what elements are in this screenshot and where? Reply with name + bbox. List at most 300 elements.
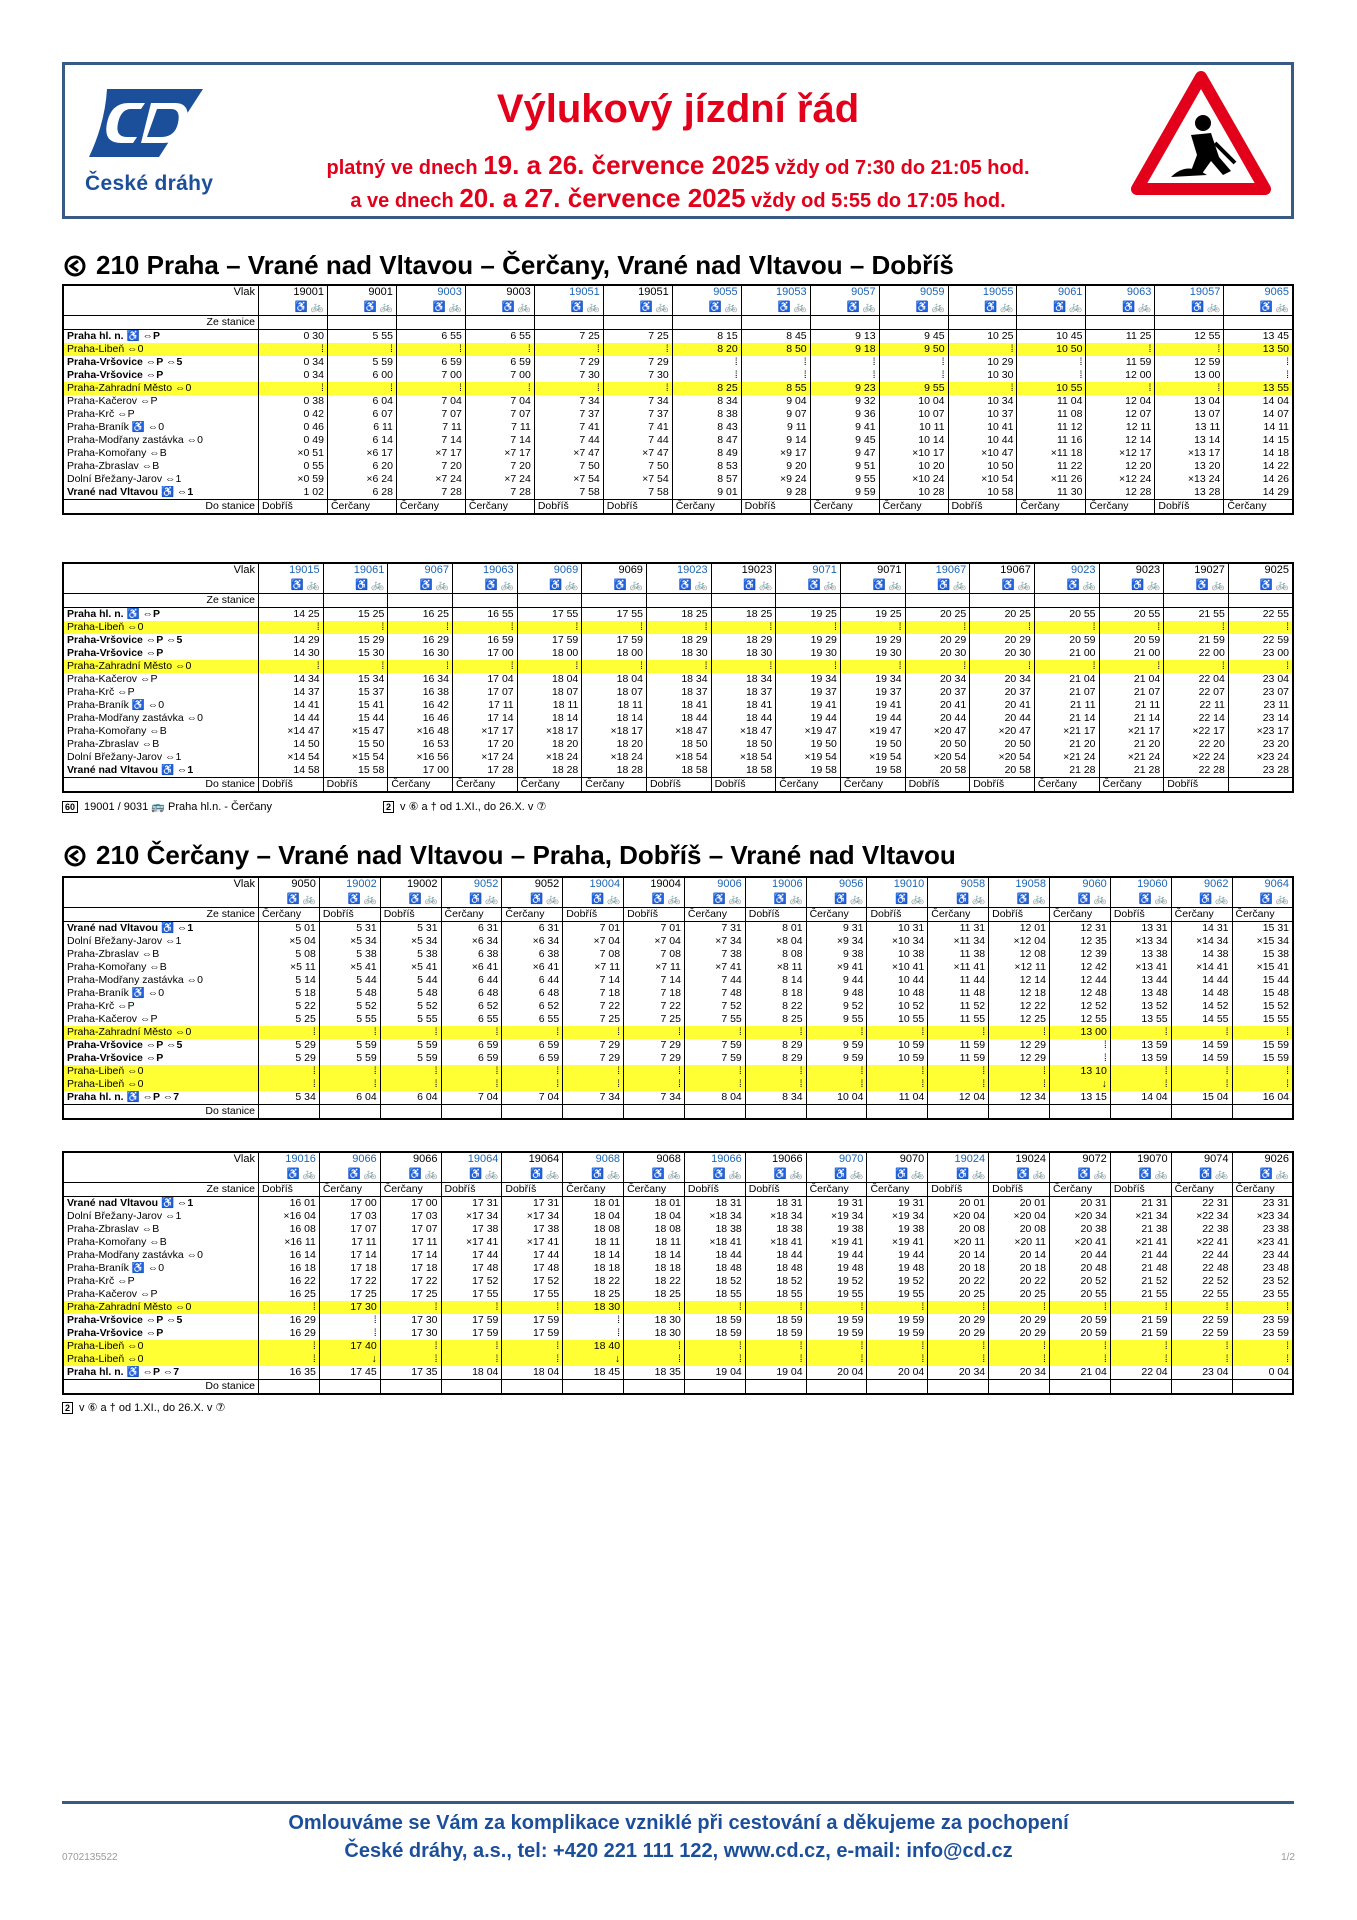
- table-row: [63, 356, 1293, 369]
- departure-time: ⁞: [840, 621, 905, 634]
- departure-time: 20 25: [905, 608, 970, 622]
- departure-time: 13 55: [1110, 1013, 1171, 1026]
- departure-time: ⁞: [1034, 621, 1099, 634]
- departure-time: 7 04: [441, 1091, 502, 1105]
- departure-time: ⁞: [684, 1026, 745, 1039]
- from-station: [517, 594, 582, 608]
- departure-time: ⁞: [810, 356, 879, 369]
- departure-time: ⁞: [745, 1353, 806, 1366]
- departure-time: ⁞: [879, 356, 948, 369]
- departure-time: 15 31: [1232, 922, 1293, 936]
- departure-time: 11 59: [1086, 356, 1155, 369]
- station-name: Praha-Libeň ⇔0: [63, 1353, 259, 1366]
- train-number: 19023: [711, 563, 776, 577]
- train-number: 9056: [806, 877, 867, 891]
- departure-time: 22 48: [1171, 1262, 1232, 1275]
- from-station: [1017, 316, 1086, 330]
- table-row: [63, 473, 1293, 486]
- to-station: [989, 1105, 1050, 1120]
- departure-time: 19 41: [776, 699, 841, 712]
- departure-time: 16 30: [388, 647, 453, 660]
- departure-time: 18 11: [582, 699, 647, 712]
- to-station: Dobříš: [603, 500, 672, 515]
- departure-time: 9 14: [741, 434, 810, 447]
- departure-time: 21 20: [1034, 738, 1099, 751]
- departure-time: 12 11: [1086, 421, 1155, 434]
- departure-time: 19 31: [867, 1197, 928, 1211]
- departure-time: 10 20: [879, 460, 948, 473]
- accessibility-bike-icon: ♿ 🚲: [319, 1166, 380, 1183]
- departure-time: 23 48: [1232, 1262, 1293, 1275]
- departure-time: ⁞: [672, 356, 741, 369]
- table-row: [63, 764, 1293, 778]
- departure-time: 17 59: [502, 1314, 563, 1327]
- station-name: Praha-Vršovice ⇔P: [67, 369, 164, 381]
- note-bus: 60 19001 / 9031 🚌 Praha hl.n. - Čerčany: [62, 800, 272, 813]
- accessibility-bike-icon: ♿ 🚲: [970, 577, 1035, 594]
- departure-time: 5 52: [319, 1000, 380, 1013]
- to-station: [989, 1380, 1050, 1395]
- table-row: [63, 1078, 1293, 1091]
- departure-time: ⁞: [810, 369, 879, 382]
- departure-time: ⁞: [806, 1301, 867, 1314]
- accessibility-bike-icon: ♿ 🚲: [624, 1166, 685, 1183]
- departure-time: 20 29: [928, 1327, 989, 1340]
- table-row: [63, 1262, 1293, 1275]
- departure-time: 7 20: [465, 460, 534, 473]
- departure-time: 18 44: [745, 1249, 806, 1262]
- departure-time: 18 14: [624, 1249, 685, 1262]
- departure-time: 20 25: [970, 608, 1035, 622]
- departure-time: 9 32: [810, 395, 879, 408]
- departure-time: 9 51: [810, 460, 879, 473]
- departure-time: 17 52: [502, 1275, 563, 1288]
- departure-time: 20 34: [928, 1366, 989, 1380]
- departure-time: 18 34: [646, 673, 711, 686]
- station-name: Praha-Kačerov ⇔P: [67, 1013, 158, 1025]
- departure-time: 18 30: [624, 1327, 685, 1340]
- table-row: [63, 1000, 1293, 1013]
- departure-time: 16 55: [452, 608, 517, 622]
- departure-time: 23 00: [1228, 647, 1293, 660]
- accessibility-bike-icon: ♿ 🚲: [684, 891, 745, 908]
- departure-time: ⁞: [776, 621, 841, 634]
- departure-time: ×7 24: [396, 473, 465, 486]
- departure-time: 6 59: [441, 1052, 502, 1065]
- departure-time: ⁞: [948, 382, 1017, 395]
- departure-time: ×12 04: [989, 935, 1050, 948]
- departure-time: ⁞: [624, 1340, 685, 1353]
- departure-time: 9 01: [672, 486, 741, 500]
- from-station: Dobříš: [1110, 908, 1171, 922]
- departure-time: 17 48: [502, 1262, 563, 1275]
- departure-time: ×18 41: [745, 1236, 806, 1249]
- departure-time: 21 11: [1034, 699, 1099, 712]
- departure-time: 17 59: [582, 634, 647, 647]
- train-number: 19061: [323, 563, 388, 577]
- departure-time: 7 58: [603, 486, 672, 500]
- departure-time: 18 52: [745, 1275, 806, 1288]
- departure-time: 20 31: [1049, 1197, 1110, 1211]
- departure-time: 18 52: [684, 1275, 745, 1288]
- departure-time: 7 07: [465, 408, 534, 421]
- departure-time: 8 04: [684, 1091, 745, 1105]
- departure-time: ×18 17: [517, 725, 582, 738]
- departure-time: ⁞: [534, 343, 603, 356]
- departure-time: 17 11: [319, 1236, 380, 1249]
- departure-time: 20 34: [970, 673, 1035, 686]
- to-station: Dobříš: [741, 500, 810, 515]
- station-name: Dolní Břežany-Jarov ⇔1: [67, 935, 182, 947]
- train-number: 19016: [259, 1152, 320, 1166]
- departure-time: ×17 17: [452, 725, 517, 738]
- departure-time: ×21 24: [1099, 751, 1164, 764]
- departure-time: ⁞: [259, 382, 328, 395]
- to-station: Dobříš: [948, 500, 1017, 515]
- station-name: Vrané nad Vltavou ♿ ⇔1: [67, 764, 194, 776]
- departure-time: ⁞: [806, 1078, 867, 1091]
- departure-time: 17 30: [380, 1314, 441, 1327]
- from-station: [711, 594, 776, 608]
- from-station: Čerčany: [1049, 908, 1110, 922]
- departure-time: ×18 24: [517, 751, 582, 764]
- departure-time: ⁞: [989, 1301, 1050, 1314]
- departure-time: ⁞: [684, 1065, 745, 1078]
- accessibility-bike-icon: ♿ 🚲: [259, 299, 328, 316]
- departure-time: 20 59: [1099, 634, 1164, 647]
- departure-time: ×18 54: [711, 751, 776, 764]
- departure-time: ×10 47: [948, 447, 1017, 460]
- station-name: Praha-Libeň ⇔0: [63, 1065, 259, 1078]
- from-station: Čerčany: [1049, 1183, 1110, 1197]
- departure-time: 13 59: [1110, 1039, 1171, 1052]
- departure-time: ⁞: [879, 369, 948, 382]
- departure-time: 20 58: [970, 764, 1035, 778]
- departure-time: 14 18: [1224, 447, 1293, 460]
- departure-time: 17 22: [380, 1275, 441, 1288]
- departure-time: ⁞: [970, 621, 1035, 634]
- accessibility-bike-icon: ♿ 🚲: [989, 1166, 1050, 1183]
- table-row: [63, 1091, 1293, 1105]
- departure-time: 14 44: [259, 712, 324, 725]
- station-name: Dolní Břežany-Jarov ⇔1: [67, 751, 182, 763]
- table-row: [63, 699, 1293, 712]
- departure-time: ×18 41: [684, 1236, 745, 1249]
- to-station: [319, 1105, 380, 1120]
- departure-time: ⁞: [1232, 1026, 1293, 1039]
- departure-time: 13 14: [1155, 434, 1224, 447]
- departure-time: ⁞: [1099, 621, 1164, 634]
- footer-divider: [62, 1801, 1294, 1804]
- to-station: [1228, 778, 1293, 793]
- departure-time: ×20 47: [970, 725, 1035, 738]
- departure-time: ×22 17: [1164, 725, 1229, 738]
- from-station: [396, 316, 465, 330]
- departure-time: 16 01: [259, 1197, 320, 1211]
- departure-time: 15 44: [1232, 974, 1293, 987]
- departure-time: 7 38: [684, 948, 745, 961]
- departure-time: ×21 24: [1034, 751, 1099, 764]
- table-row: [63, 1210, 1293, 1223]
- departure-time: 12 55: [1049, 1013, 1110, 1026]
- train-number: 9001: [327, 285, 396, 299]
- departure-time: ×10 54: [948, 473, 1017, 486]
- station-name: Dolní Břežany-Jarov ⇔1: [67, 473, 182, 485]
- departure-time: ⁞: [1155, 382, 1224, 395]
- accessibility-bike-icon: ♿ 🚲: [1086, 299, 1155, 316]
- from-station: [970, 594, 1035, 608]
- departure-time: 7 25: [624, 1013, 685, 1026]
- departure-time: 12 28: [1086, 486, 1155, 500]
- departure-time: ⁞: [867, 1301, 928, 1314]
- departure-time: 10 59: [867, 1039, 928, 1052]
- departure-time: 17 28: [452, 764, 517, 778]
- departure-time: ⁞: [323, 660, 388, 673]
- departure-time: 20 01: [928, 1197, 989, 1211]
- departure-time: 12 29: [989, 1052, 1050, 1065]
- departure-time: ⁞: [388, 660, 453, 673]
- departure-time: ×6 34: [441, 935, 502, 948]
- departure-time: 20 30: [905, 647, 970, 660]
- departure-time: ×19 47: [840, 725, 905, 738]
- departure-time: ×9 41: [806, 961, 867, 974]
- departure-time: 20 55: [1099, 608, 1164, 622]
- from-station: [646, 594, 711, 608]
- train-number: 19064: [441, 1152, 502, 1166]
- departure-time: ⁞: [989, 1065, 1050, 1078]
- from-station: [741, 316, 810, 330]
- label-from: Ze stanice: [63, 908, 259, 922]
- departure-time: 10 50: [948, 460, 1017, 473]
- departure-time: 11 52: [928, 1000, 989, 1013]
- departure-time: 17 38: [502, 1223, 563, 1236]
- departure-time: ×21 17: [1099, 725, 1164, 738]
- departure-time: 10 44: [948, 434, 1017, 447]
- departure-time: ×15 41: [1232, 961, 1293, 974]
- departure-time: ⁞: [646, 660, 711, 673]
- train-number: 9052: [502, 877, 563, 891]
- label-to: Do stanice: [63, 778, 259, 793]
- departure-time: ×19 47: [776, 725, 841, 738]
- departure-time: 10 38: [867, 948, 928, 961]
- departure-time: 7 14: [624, 974, 685, 987]
- station-name: Dolní Břežany-Jarov ⇔1: [67, 1210, 182, 1222]
- departure-time: 17 14: [452, 712, 517, 725]
- accessibility-bike-icon: ♿ 🚲: [806, 891, 867, 908]
- departure-time: 21 28: [1034, 764, 1099, 778]
- departure-time: 7 30: [603, 369, 672, 382]
- from-station: Dobříš: [745, 908, 806, 922]
- departure-time: ×16 56: [388, 751, 453, 764]
- icons-label: [63, 1166, 259, 1183]
- departure-time: 6 52: [502, 1000, 563, 1013]
- departure-time: 19 38: [806, 1223, 867, 1236]
- departure-time: ×23 24: [1228, 751, 1293, 764]
- departure-time: 16 35: [259, 1366, 320, 1380]
- departure-time: 6 11: [327, 421, 396, 434]
- to-station: Čerčany: [879, 500, 948, 515]
- table-row: [63, 634, 1293, 647]
- departure-time: 12 44: [1049, 974, 1110, 987]
- from-station: Čerčany: [928, 908, 989, 922]
- train-number: 19066: [684, 1152, 745, 1166]
- train-number: 9052: [441, 877, 502, 891]
- departure-time: 20 25: [989, 1288, 1050, 1301]
- departure-time: ⁞: [563, 1078, 624, 1091]
- departure-time: 7 59: [684, 1052, 745, 1065]
- departure-time: 6 00: [327, 369, 396, 382]
- table-row: [63, 621, 1293, 634]
- departure-time: 23 38: [1232, 1223, 1293, 1236]
- departure-time: 23 59: [1232, 1327, 1293, 1340]
- station-name: Praha-Zahradní Město ⇔0: [63, 660, 259, 673]
- departure-time: ⁞: [603, 343, 672, 356]
- icons-label: [63, 299, 259, 316]
- to-station: Čerčany: [1034, 778, 1099, 793]
- departure-time: 13 52: [1110, 1000, 1171, 1013]
- departure-time: 18 20: [582, 738, 647, 751]
- accessibility-bike-icon: ♿ 🚲: [1034, 577, 1099, 594]
- departure-time: 5 59: [319, 1039, 380, 1052]
- departure-time: ⁞: [1228, 660, 1293, 673]
- departure-time: 7 08: [563, 948, 624, 961]
- table-row: [63, 1275, 1293, 1288]
- accessibility-bike-icon: ♿ 🚲: [452, 577, 517, 594]
- departure-time: ⁞: [684, 1078, 745, 1091]
- departure-time: 14 22: [1224, 460, 1293, 473]
- table-row: [63, 1236, 1293, 1249]
- from-station: Dobříš: [380, 908, 441, 922]
- to-station: Čerčany: [776, 778, 841, 793]
- from-station: Čerčany: [380, 1183, 441, 1197]
- departure-time: 0 42: [259, 408, 328, 421]
- departure-time: 21 20: [1099, 738, 1164, 751]
- to-station: Dobříš: [323, 778, 388, 793]
- departure-time: ⁞: [1086, 382, 1155, 395]
- departure-time: 7 50: [534, 460, 603, 473]
- departure-time: 8 43: [672, 421, 741, 434]
- train-number: 9074: [1171, 1152, 1232, 1166]
- departure-time: ×5 34: [380, 935, 441, 948]
- train-number: 9057: [810, 285, 879, 299]
- departure-time: 21 04: [1049, 1366, 1110, 1380]
- from-station: [603, 316, 672, 330]
- to-station: [380, 1380, 441, 1395]
- departure-time: ⁞: [1232, 1065, 1293, 1078]
- departure-time: ×20 54: [970, 751, 1035, 764]
- departure-time: 20 55: [1049, 1288, 1110, 1301]
- departure-time: 12 01: [989, 922, 1050, 936]
- departure-time: ×9 17: [741, 447, 810, 460]
- departure-time: 7 37: [603, 408, 672, 421]
- to-station: [928, 1380, 989, 1395]
- to-station: Dobříš: [534, 500, 603, 515]
- table-row: [63, 1052, 1293, 1065]
- to-station: Čerčany: [672, 500, 741, 515]
- departure-time: ⁞: [867, 1353, 928, 1366]
- departure-time: 7 34: [534, 395, 603, 408]
- departure-time: 15 37: [323, 686, 388, 699]
- departure-time: ⁞: [745, 1078, 806, 1091]
- train-number: 9058: [928, 877, 989, 891]
- departure-time: 9 50: [879, 343, 948, 356]
- departure-time: 15 30: [323, 647, 388, 660]
- departure-time: ⁞: [624, 1353, 685, 1366]
- to-station: [624, 1380, 685, 1395]
- departure-time: 17 00: [452, 647, 517, 660]
- train-number: 9050: [259, 877, 320, 891]
- train-number: 19051: [534, 285, 603, 299]
- departure-time: 18 58: [646, 764, 711, 778]
- departure-time: 19 48: [806, 1262, 867, 1275]
- departure-time: 7 41: [534, 421, 603, 434]
- departure-time: 18 45: [563, 1366, 624, 1380]
- departure-time: 22 31: [1171, 1197, 1232, 1211]
- train-number: 19064: [502, 1152, 563, 1166]
- departure-time: ×15 54: [323, 751, 388, 764]
- departure-time: 17 18: [380, 1262, 441, 1275]
- departure-time: 8 47: [672, 434, 741, 447]
- departure-time: 12 18: [989, 987, 1050, 1000]
- from-station: [1164, 594, 1229, 608]
- departure-time: 17 45: [319, 1366, 380, 1380]
- accessibility-bike-icon: ♿ 🚲: [563, 1166, 624, 1183]
- departure-time: ⁞: [396, 382, 465, 395]
- accessibility-bike-icon: ♿ 🚲: [948, 299, 1017, 316]
- departure-time: 10 29: [948, 356, 1017, 369]
- departure-time: 9 55: [806, 1013, 867, 1026]
- departure-time: 17 00: [319, 1197, 380, 1211]
- departure-time: 8 29: [745, 1039, 806, 1052]
- page-title: Výlukový jízdní řád: [496, 87, 860, 131]
- departure-time: 0 04: [1232, 1366, 1293, 1380]
- departure-time: ×21 41: [1110, 1236, 1171, 1249]
- departure-time: ⁞: [441, 1301, 502, 1314]
- accessibility-bike-icon: ♿ 🚲: [672, 299, 741, 316]
- departure-time: 10 28: [879, 486, 948, 500]
- departure-time: ⁞: [1171, 1301, 1232, 1314]
- departure-time: 15 25: [323, 608, 388, 622]
- station-name: Vrané nad Vltavou ♿ ⇔1: [67, 486, 194, 498]
- departure-time: 16 08: [259, 1223, 320, 1236]
- page-number: 1/2: [1281, 1852, 1295, 1863]
- departure-time: 20 38: [1049, 1223, 1110, 1236]
- station-name: Praha-Vršovice ⇔P: [67, 647, 164, 659]
- departure-time: 18 00: [582, 647, 647, 660]
- departure-time: ×17 24: [452, 751, 517, 764]
- departure-time: 18 30: [711, 647, 776, 660]
- station-name: Praha-Krč ⇔P: [67, 1275, 135, 1287]
- departure-time: 7 25: [534, 330, 603, 344]
- label-train: Vlak: [233, 286, 255, 298]
- departure-time: 12 00: [1086, 369, 1155, 382]
- train-number: 19058: [989, 877, 1050, 891]
- departure-time: 18 08: [563, 1223, 624, 1236]
- departure-time: 5 55: [319, 1013, 380, 1026]
- departure-time: 11 22: [1017, 460, 1086, 473]
- station-name: Praha-Zbraslav ⇔B: [67, 738, 160, 750]
- station-name: Praha-Komořany ⇔B: [67, 1236, 167, 1248]
- departure-time: 14 15: [1224, 434, 1293, 447]
- departure-time: 18 29: [711, 634, 776, 647]
- departure-time: 18 38: [745, 1223, 806, 1236]
- to-station: Čerčany: [1017, 500, 1086, 515]
- departure-time: 8 57: [672, 473, 741, 486]
- departure-time: 9 48: [806, 987, 867, 1000]
- departure-time: 17 22: [319, 1275, 380, 1288]
- station-name: Praha-Komořany ⇔B: [67, 725, 167, 737]
- departure-time: 21 07: [1034, 686, 1099, 699]
